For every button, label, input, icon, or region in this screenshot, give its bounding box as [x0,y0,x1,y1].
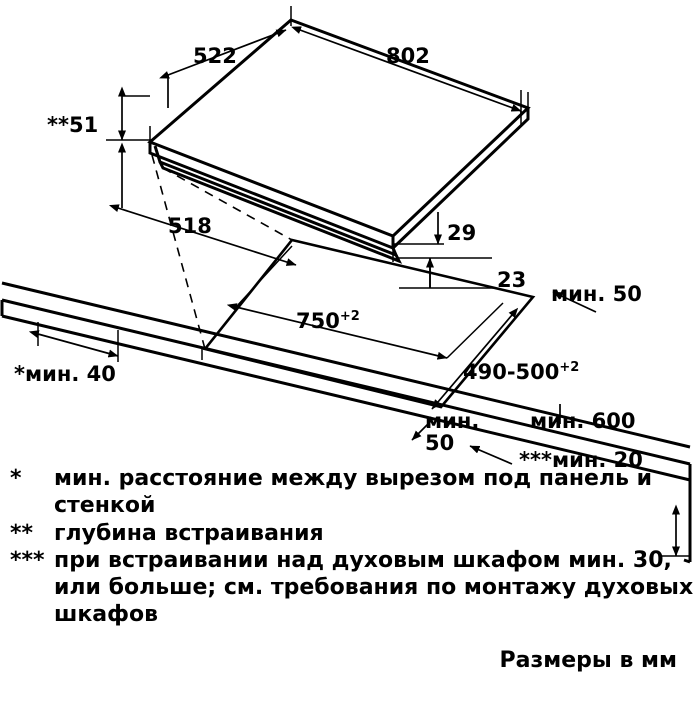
dimension-label-802: 802 [386,44,430,68]
legend-item-3 [10,548,699,628]
legend-item-2 [10,521,699,548]
dimension-value-490-500: 490-500 [463,360,560,384]
legend-text-1: мин. расстояние между вырезом под панель и стенкой [54,466,653,518]
dimension-label-750 [296,310,360,332]
dimension-label-min-50-bottom [425,410,479,454]
dimension-label-490-500 [463,361,579,383]
dimension-min-50-line1: мин. [425,409,480,433]
legend-block [10,466,699,630]
legend-text-3: при встраивании над духовым шкафом мин. 30, или больше; см. требования по монтажу духовых шкафов [54,548,694,628]
dimension-min-50-line2: 50 [425,431,455,456]
dimension-label-29: 29 [447,221,477,245]
dimension-label-min-20: ***мин. 20 [519,448,643,472]
dimension-label-min-40-left: *мин. 40 [14,362,116,386]
dimension-label-23: 23 [497,268,527,292]
dimension-tick-marks [202,236,393,360]
legend-text-2: глубина встраивания [54,520,324,546]
units-note: Размеры в мм [499,648,677,673]
dimension-label-min-50-right: мин. 50 [551,282,642,306]
dimension-label-518: 518 [168,214,212,238]
legend-item-1 [10,466,699,520]
dimension-label-522: 522 [193,44,237,68]
legend-mark-1: * [10,466,22,491]
dimension-tolerance-490-500: +2 [559,360,580,375]
legend-mark-3: *** [10,548,45,574]
dimension-label-build-in-depth-51: **51 [47,113,99,137]
dimension-value-750: 750 [296,309,340,333]
projection-lines [152,155,292,349]
legend-mark-2: ** [10,520,34,546]
dimension-tolerance-750: +2 [339,309,360,324]
dimension-label-min-600: мин. 600 [530,409,636,433]
